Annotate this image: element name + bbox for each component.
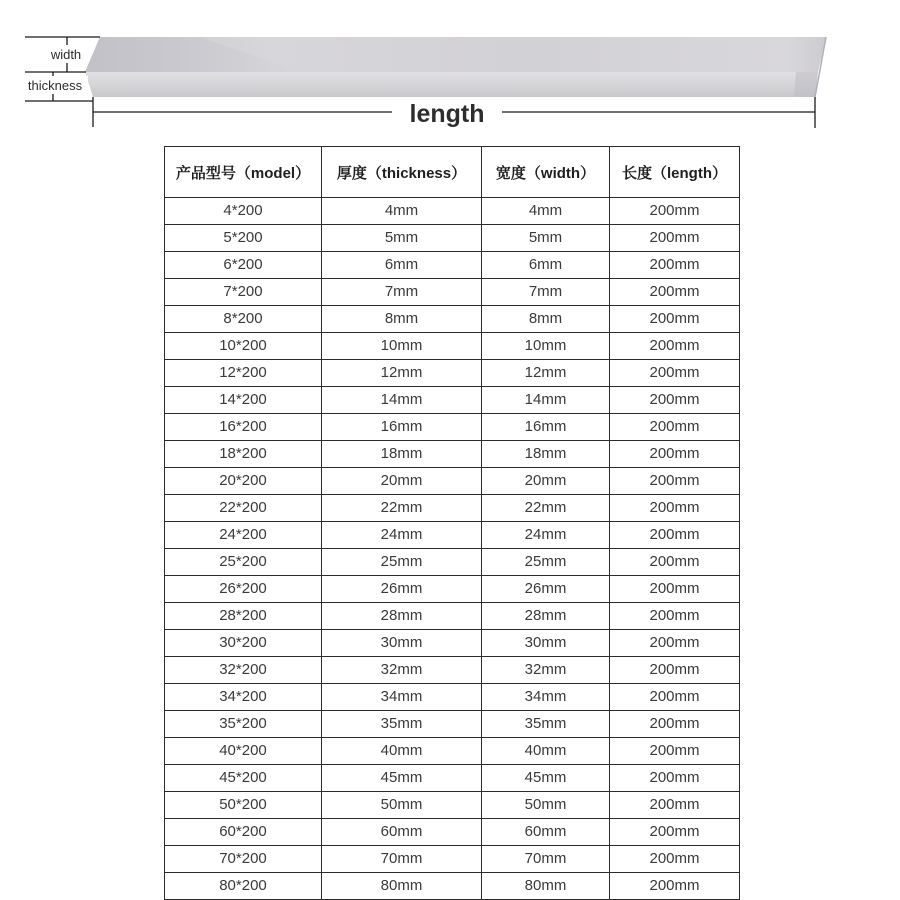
cell-length: 200mm: [610, 414, 740, 441]
cell-length: 200mm: [610, 603, 740, 630]
cell-length: 200mm: [610, 279, 740, 306]
table-row: [165, 252, 740, 279]
table-row: [165, 522, 740, 549]
table-row: [165, 225, 740, 252]
cell-thickness: 34mm: [322, 684, 482, 711]
cell-width: 70mm: [482, 846, 610, 873]
cell-length: 200mm: [610, 495, 740, 522]
table-row: [165, 765, 740, 792]
cell-model: 32*200: [165, 657, 322, 684]
table-row: [165, 360, 740, 387]
cell-thickness: 50mm: [322, 792, 482, 819]
cell-thickness: 45mm: [322, 765, 482, 792]
cell-length: 200mm: [610, 576, 740, 603]
cell-length: 200mm: [610, 657, 740, 684]
cell-length: 200mm: [610, 225, 740, 252]
cell-width: 24mm: [482, 522, 610, 549]
cell-width: 8mm: [482, 306, 610, 333]
table-row: [165, 549, 740, 576]
cell-model: 60*200: [165, 819, 322, 846]
thickness-label: thickness: [27, 78, 83, 93]
table-row: [165, 414, 740, 441]
cell-width: 50mm: [482, 792, 610, 819]
table-row: [165, 873, 740, 900]
cell-length: 200mm: [610, 765, 740, 792]
cell-width: 60mm: [482, 819, 610, 846]
cell-model: 10*200: [165, 333, 322, 360]
cell-length: 200mm: [610, 738, 740, 765]
cell-length: 200mm: [610, 873, 740, 900]
cell-model: 16*200: [165, 414, 322, 441]
cell-length: 200mm: [610, 441, 740, 468]
column-header-length: 长度（length）: [610, 147, 740, 198]
table-row: [165, 684, 740, 711]
cell-model: 18*200: [165, 441, 322, 468]
cell-width: 32mm: [482, 657, 610, 684]
cell-width: 45mm: [482, 765, 610, 792]
table-row: [165, 441, 740, 468]
cell-width: 12mm: [482, 360, 610, 387]
cell-length: 200mm: [610, 333, 740, 360]
table-row: [165, 468, 740, 495]
spec-table-body: [165, 198, 740, 900]
cell-model: 26*200: [165, 576, 322, 603]
cell-length: 200mm: [610, 198, 740, 225]
cell-thickness: 28mm: [322, 603, 482, 630]
cell-width: 16mm: [482, 414, 610, 441]
cell-width: 28mm: [482, 603, 610, 630]
table-row: [165, 792, 740, 819]
table-row: [165, 846, 740, 873]
cell-length: 200mm: [610, 468, 740, 495]
cell-model: 4*200: [165, 198, 322, 225]
spec-table-container: [164, 146, 740, 900]
cell-thickness: 10mm: [322, 333, 482, 360]
table-row: [165, 198, 740, 225]
cell-model: 45*200: [165, 765, 322, 792]
cell-model: 35*200: [165, 711, 322, 738]
table-row: [165, 657, 740, 684]
cell-width: 14mm: [482, 387, 610, 414]
cell-width: 4mm: [482, 198, 610, 225]
cell-length: 200mm: [610, 549, 740, 576]
cell-thickness: 22mm: [322, 495, 482, 522]
cell-thickness: 16mm: [322, 414, 482, 441]
cell-length: 200mm: [610, 846, 740, 873]
cell-model: 7*200: [165, 279, 322, 306]
cell-thickness: 14mm: [322, 387, 482, 414]
cell-width: 5mm: [482, 225, 610, 252]
cell-width: 35mm: [482, 711, 610, 738]
cell-model: 50*200: [165, 792, 322, 819]
spec-table: [164, 146, 740, 900]
cell-width: 26mm: [482, 576, 610, 603]
cell-length: 200mm: [610, 630, 740, 657]
cell-model: 25*200: [165, 549, 322, 576]
table-row: [165, 630, 740, 657]
cell-width: 34mm: [482, 684, 610, 711]
cell-model: 12*200: [165, 360, 322, 387]
cell-model: 22*200: [165, 495, 322, 522]
table-row: [165, 711, 740, 738]
table-row: [165, 279, 740, 306]
cell-model: 34*200: [165, 684, 322, 711]
cell-width: 22mm: [482, 495, 610, 522]
bar-right-end-shade: [794, 72, 818, 97]
cell-thickness: 4mm: [322, 198, 482, 225]
table-row: [165, 738, 740, 765]
product-dimension-diagram: [0, 0, 900, 150]
cell-model: 14*200: [165, 387, 322, 414]
cell-thickness: 8mm: [322, 306, 482, 333]
bar-front-face: [85, 72, 818, 97]
cell-thickness: 6mm: [322, 252, 482, 279]
table-row: [165, 495, 740, 522]
cell-length: 200mm: [610, 684, 740, 711]
cell-model: 40*200: [165, 738, 322, 765]
table-row: [165, 819, 740, 846]
cell-thickness: 35mm: [322, 711, 482, 738]
cell-length: 200mm: [610, 819, 740, 846]
cell-model: 5*200: [165, 225, 322, 252]
cell-width: 7mm: [482, 279, 610, 306]
cell-thickness: 26mm: [322, 576, 482, 603]
column-header-thickness: 厚度（thickness）: [322, 147, 482, 198]
cell-thickness: 18mm: [322, 441, 482, 468]
cell-thickness: 7mm: [322, 279, 482, 306]
header-row: [165, 147, 740, 198]
table-row: [165, 333, 740, 360]
cell-model: 20*200: [165, 468, 322, 495]
cell-thickness: 24mm: [322, 522, 482, 549]
spec-table-header: [165, 147, 740, 198]
cell-length: 200mm: [610, 360, 740, 387]
cell-model: 6*200: [165, 252, 322, 279]
cell-width: 25mm: [482, 549, 610, 576]
column-header-model: 产品型号（model）: [165, 147, 322, 198]
cell-length: 200mm: [610, 387, 740, 414]
cell-width: 6mm: [482, 252, 610, 279]
cell-width: 30mm: [482, 630, 610, 657]
cell-thickness: 80mm: [322, 873, 482, 900]
cell-length: 200mm: [610, 792, 740, 819]
table-row: [165, 576, 740, 603]
cell-length: 200mm: [610, 711, 740, 738]
cell-thickness: 25mm: [322, 549, 482, 576]
table-row: [165, 603, 740, 630]
cell-thickness: 40mm: [322, 738, 482, 765]
cell-model: 28*200: [165, 603, 322, 630]
cell-length: 200mm: [610, 306, 740, 333]
cell-thickness: 5mm: [322, 225, 482, 252]
cell-thickness: 30mm: [322, 630, 482, 657]
cell-thickness: 32mm: [322, 657, 482, 684]
cell-thickness: 60mm: [322, 819, 482, 846]
cell-width: 20mm: [482, 468, 610, 495]
cell-width: 18mm: [482, 441, 610, 468]
cell-thickness: 12mm: [322, 360, 482, 387]
cell-model: 70*200: [165, 846, 322, 873]
cell-model: 30*200: [165, 630, 322, 657]
cell-model: 24*200: [165, 522, 322, 549]
cell-thickness: 20mm: [322, 468, 482, 495]
cell-length: 200mm: [610, 252, 740, 279]
cell-width: 80mm: [482, 873, 610, 900]
width-label: width: [50, 47, 82, 62]
cell-thickness: 70mm: [322, 846, 482, 873]
table-row: [165, 306, 740, 333]
length-label: length: [409, 100, 485, 128]
column-header-width: 宽度（width）: [482, 147, 610, 198]
cell-width: 40mm: [482, 738, 610, 765]
cell-model: 8*200: [165, 306, 322, 333]
cell-model: 80*200: [165, 873, 322, 900]
table-row: [165, 387, 740, 414]
cell-width: 10mm: [482, 333, 610, 360]
cell-length: 200mm: [610, 522, 740, 549]
